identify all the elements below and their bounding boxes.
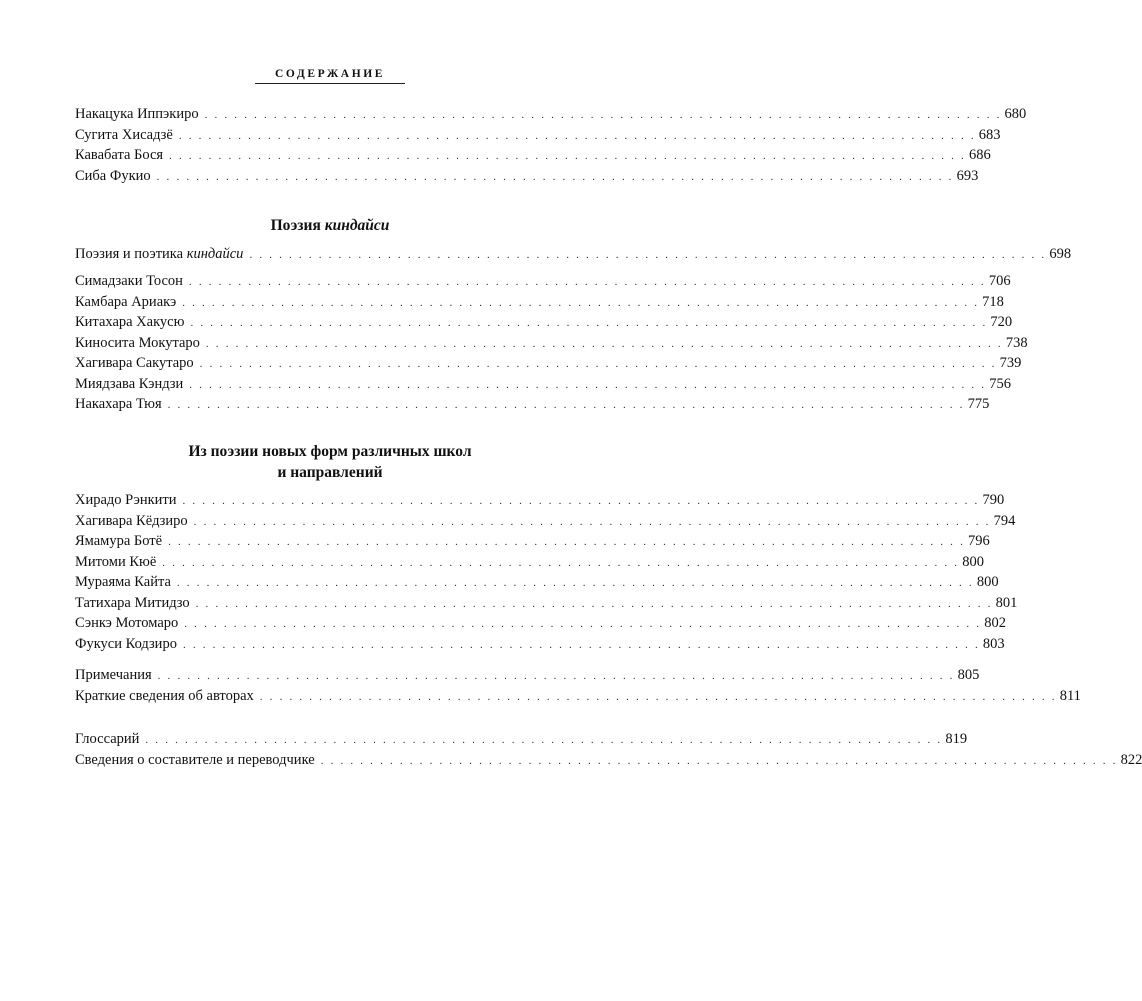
toc-entry-label: Хагивара Кёдзиро <box>75 512 188 529</box>
toc-entry[interactable] <box>75 353 1022 374</box>
toc-entry[interactable] <box>75 394 990 415</box>
dot-leader: . . . . . . . . . . . . . . . . . . . . . . . . . . . . . . . . . . . . . . . . . . . . . . . . . . . . . . . . . . . . . . . . . . . . . . . . . . . . . . . . . <box>193 515 991 528</box>
toc-entry-label: Поэзия и поэтика киндайси <box>75 246 244 262</box>
toc-entry-label: Фукуси Кодзиро <box>75 635 177 652</box>
toc-entry-label: Сведения о составителе и переводчике <box>75 751 315 768</box>
toc-entry-page: 794 <box>993 512 1016 529</box>
toc-entry[interactable] <box>75 166 979 187</box>
toc-entry[interactable] <box>75 374 1011 395</box>
toc-entry-label: Мураяма Кайта <box>75 574 171 590</box>
toc-entry[interactable] <box>75 593 1018 614</box>
dot-leader: . . . . . . . . . . . . . . . . . . . . . . . . . . . . . . . . . . . . . . . . . . . . . . . . . . . . . . . . . . . . . . . . . . . . . . . . . . . . . . . . . <box>204 109 1002 121</box>
toc-entry-label: Хирадо Рэнкити <box>75 492 177 508</box>
toc-entry-label: Краткие сведения об авторах <box>75 687 254 704</box>
toc-entry[interactable] <box>75 244 1072 265</box>
dot-leader: . . . . . . . . . . . . . . . . . . . . . . . . . . . . . . . . . . . . . . . . . . . . . . . . . . . . . . . . . . . . . . . . . . . . . . . . . . . . . . . . . <box>168 536 966 548</box>
toc-entry[interactable] <box>75 104 1027 125</box>
toc-entry-label: Сугита Хисадзё <box>75 126 173 143</box>
toc-entry-page: 693 <box>956 167 979 184</box>
dot-leader: . . . . . . . . . . . . . . . . . . . . . . . . . . . . . . . . . . . . . . . . . . . . . . . . . . . . . . . . . . . . . . . . . . . . . . . . . . . . . . . . . <box>199 358 997 370</box>
dot-leader: . . . . . . . . . . . . . . . . . . . . . . . . . . . . . . . . . . . . . . . . . . . . . . . . . . . . . . . . . . . . . . . . . . . . . . . . . . . . . . . . . <box>259 690 1057 703</box>
toc-entry-page: 800 <box>962 553 984 570</box>
dot-leader: . . . . . . . . . . . . . . . . . . . . . . . . . . . . . . . . . . . . . . . . . . . . . . . . . . . . . . . . . . . . . . . . . . . . . . . . . . . . . . . . . <box>190 317 988 329</box>
section-heading-text: Поэзия <box>270 217 325 234</box>
toc-entry[interactable] <box>75 125 1001 146</box>
toc-entry-page: 686 <box>969 147 991 163</box>
toc-entry-label: Митоми Кюё <box>75 553 157 570</box>
toc-entry-page: 720 <box>990 314 1013 330</box>
toc-entry-label: Сэнкэ Мотомаро <box>75 615 179 631</box>
toc-entry[interactable] <box>75 665 980 686</box>
toc-entry[interactable] <box>75 729 968 750</box>
toc-entry-label: Глоссарий <box>75 731 140 747</box>
toc-group-5 <box>75 729 1142 770</box>
toc-entry[interactable] <box>75 312 1013 333</box>
toc-entry-page: 802 <box>984 615 1006 631</box>
toc-entry-page: 756 <box>989 375 1011 392</box>
section-heading-kindaishi <box>0 215 660 236</box>
toc-entry[interactable] <box>75 511 1016 532</box>
toc-entry[interactable] <box>75 292 1004 313</box>
toc-entry-label: Примечания <box>75 667 152 683</box>
toc-entry-page: 698 <box>1049 246 1072 262</box>
toc-entry[interactable] <box>75 531 990 552</box>
toc-entry[interactable] <box>75 552 984 573</box>
dot-leader: . . . . . . . . . . . . . . . . . . . . . . . . . . . . . . . . . . . . . . . . . . . . . . . . . . . . . . . . . . . . . . . . . . . . . . . . . . . . . . . . . <box>182 495 980 507</box>
toc-entry-page: 796 <box>968 533 990 549</box>
toc-group-2 <box>75 271 1028 415</box>
dot-leader: . . . . . . . . . . . . . . . . . . . . . . . . . . . . . . . . . . . . . . . . . . . . . . . . . . . . . . . . . . . . . . . . . . . . . . . . . . . . . . . . . <box>162 556 960 569</box>
toc-group-3 <box>75 490 1018 654</box>
toc-entry[interactable] <box>75 613 1006 634</box>
dot-leader: . . . . . . . . . . . . . . . . . . . . . . . . . . . . . . . . . . . . . . . . . . . . . . . . . . . . . . . . . . . . . . . . . . . . . . . . . . . . . . . . . <box>249 249 1047 261</box>
dot-leader: . . . . . . . . . . . . . . . . . . . . . . . . . . . . . . . . . . . . . . . . . . . . . . . . . . . . . . . . . . . . . . . . . . . . . . . . . . . . . . . . . <box>182 296 980 309</box>
toc-entry-label: Ямамура Ботё <box>75 533 163 549</box>
toc-entry-label: Сиба Фукио <box>75 167 151 184</box>
toc-entry[interactable] <box>75 145 991 166</box>
dot-leader: . . . . . . . . . . . . . . . . . . . . . . . . . . . . . . . . . . . . . . . . . . . . . . . . . . . . . . . . . . . . . . . . . . . . . . . . . . . . . . . . . <box>145 734 943 746</box>
toc-entry-page: 680 <box>1004 106 1027 122</box>
toc-entry-page: 811 <box>1059 687 1081 704</box>
toc-group-4 <box>75 665 1081 706</box>
toc-entry-page: 738 <box>1005 334 1028 351</box>
toc-entry-page: 822 <box>1120 751 1142 768</box>
dot-leader: . . . . . . . . . . . . . . . . . . . . . . . . . . . . . . . . . . . . . . . . . . . . . . . . . . . . . . . . . . . . . . . . . . . . . . . . . . . . . . . . . <box>167 399 965 411</box>
toc-entry-label: Киносита Мокутаро <box>75 334 200 351</box>
section-heading-line-2: и направлений <box>277 464 383 481</box>
toc-entry-label: Накацука Иппэкиро <box>75 106 199 122</box>
toc-entry-label: Китахара Хакусю <box>75 314 185 330</box>
dot-leader: . . . . . . . . . . . . . . . . . . . . . . . . . . . . . . . . . . . . . . . . . . . . . . . . . . . . . . . . . . . . . . . . . . . . . . . . . . . . . . . . . <box>184 618 982 630</box>
toc-entry[interactable] <box>75 271 1011 292</box>
toc-entry-page: 805 <box>957 667 980 683</box>
dot-leader: . . . . . . . . . . . . . . . . . . . . . . . . . . . . . . . . . . . . . . . . . . . . . . . . . . . . . . . . . . . . . . . . . . . . . . . . . . . . . . . . . <box>189 378 987 391</box>
dot-leader: . . . . . . . . . . . . . . . . . . . . . . . . . . . . . . . . . . . . . . . . . . . . . . . . . . . . . . . . . . . . . . . . . . . . . . . . . . . . . . . . . <box>320 754 1118 767</box>
toc-group-2-intro <box>75 244 1072 265</box>
toc-entry[interactable] <box>75 634 1005 655</box>
toc-entry-label: Накахара Тюя <box>75 396 162 412</box>
toc-entry-page: 775 <box>967 396 990 412</box>
toc-entry-page: 683 <box>978 126 1001 143</box>
section-heading-italic: киндайси <box>324 217 390 234</box>
toc-entry[interactable] <box>75 490 1005 511</box>
toc-entry-page: 803 <box>982 635 1005 652</box>
dot-leader: . . . . . . . . . . . . . . . . . . . . . . . . . . . . . . . . . . . . . . . . . . . . . . . . . . . . . . . . . . . . . . . . . . . . . . . . . . . . . . . . . <box>157 670 955 682</box>
toc-entry[interactable] <box>75 572 999 593</box>
toc-entry-label: Симадзаки Тосон <box>75 273 183 289</box>
dot-leader: . . . . . . . . . . . . . . . . . . . . . . . . . . . . . . . . . . . . . . . . . . . . . . . . . . . . . . . . . . . . . . . . . . . . . . . . . . . . . . . . . <box>178 129 976 142</box>
dot-leader: . . . . . . . . . . . . . . . . . . . . . . . . . . . . . . . . . . . . . . . . . . . . . . . . . . . . . . . . . . . . . . . . . . . . . . . . . . . . . . . . . <box>205 337 1003 350</box>
toc-entry-label: Татихара Митидзо <box>75 594 190 611</box>
running-header <box>0 64 660 82</box>
toc-group-1 <box>75 104 1027 186</box>
toc-entry-label: Миядзава Кэндзи <box>75 375 184 392</box>
dot-leader: . . . . . . . . . . . . . . . . . . . . . . . . . . . . . . . . . . . . . . . . . . . . . . . . . . . . . . . . . . . . . . . . . . . . . . . . . . . . . . . . . <box>195 597 993 610</box>
dot-leader: . . . . . . . . . . . . . . . . . . . . . . . . . . . . . . . . . . . . . . . . . . . . . . . . . . . . . . . . . . . . . . . . . . . . . . . . . . . . . . . . . <box>169 150 967 162</box>
header-rule <box>255 83 405 84</box>
section-heading-new-forms <box>0 441 660 483</box>
toc-entry-page: 790 <box>982 492 1005 508</box>
toc-entry-page: 800 <box>976 574 999 590</box>
toc-entry-page: 819 <box>945 731 968 747</box>
toc-entry-page: 718 <box>982 293 1004 310</box>
toc-entry-label: Кавабата Бося <box>75 147 164 163</box>
toc-entry[interactable] <box>75 333 1028 354</box>
toc-entry-page: 739 <box>999 355 1022 371</box>
toc-entry-page: 801 <box>995 594 1018 611</box>
toc-entry[interactable] <box>75 750 1142 771</box>
toc-entry[interactable] <box>75 686 1081 707</box>
toc-entry-label: Камбара Ариакэ <box>75 293 177 310</box>
dot-leader: . . . . . . . . . . . . . . . . . . . . . . . . . . . . . . . . . . . . . . . . . . . . . . . . . . . . . . . . . . . . . . . . . . . . . . . . . . . . . . . . . <box>188 276 986 288</box>
dot-leader: . . . . . . . . . . . . . . . . . . . . . . . . . . . . . . . . . . . . . . . . . . . . . . . . . . . . . . . . . . . . . . . . . . . . . . . . . . . . . . . . . <box>176 577 974 589</box>
toc-entry-label: Хагивара Сакутаро <box>75 355 194 371</box>
toc-entry-page: 706 <box>988 273 1011 289</box>
section-heading-line-1: Из поэзии новых форм различных школ <box>188 443 472 460</box>
dot-leader: . . . . . . . . . . . . . . . . . . . . . . . . . . . . . . . . . . . . . . . . . . . . . . . . . . . . . . . . . . . . . . . . . . . . . . . . . . . . . . . . . <box>156 170 954 183</box>
dot-leader: . . . . . . . . . . . . . . . . . . . . . . . . . . . . . . . . . . . . . . . . . . . . . . . . . . . . . . . . . . . . . . . . . . . . . . . . . . . . . . . . . <box>182 638 980 651</box>
page-title: СОДЕРЖАНИЕ <box>274 68 386 80</box>
